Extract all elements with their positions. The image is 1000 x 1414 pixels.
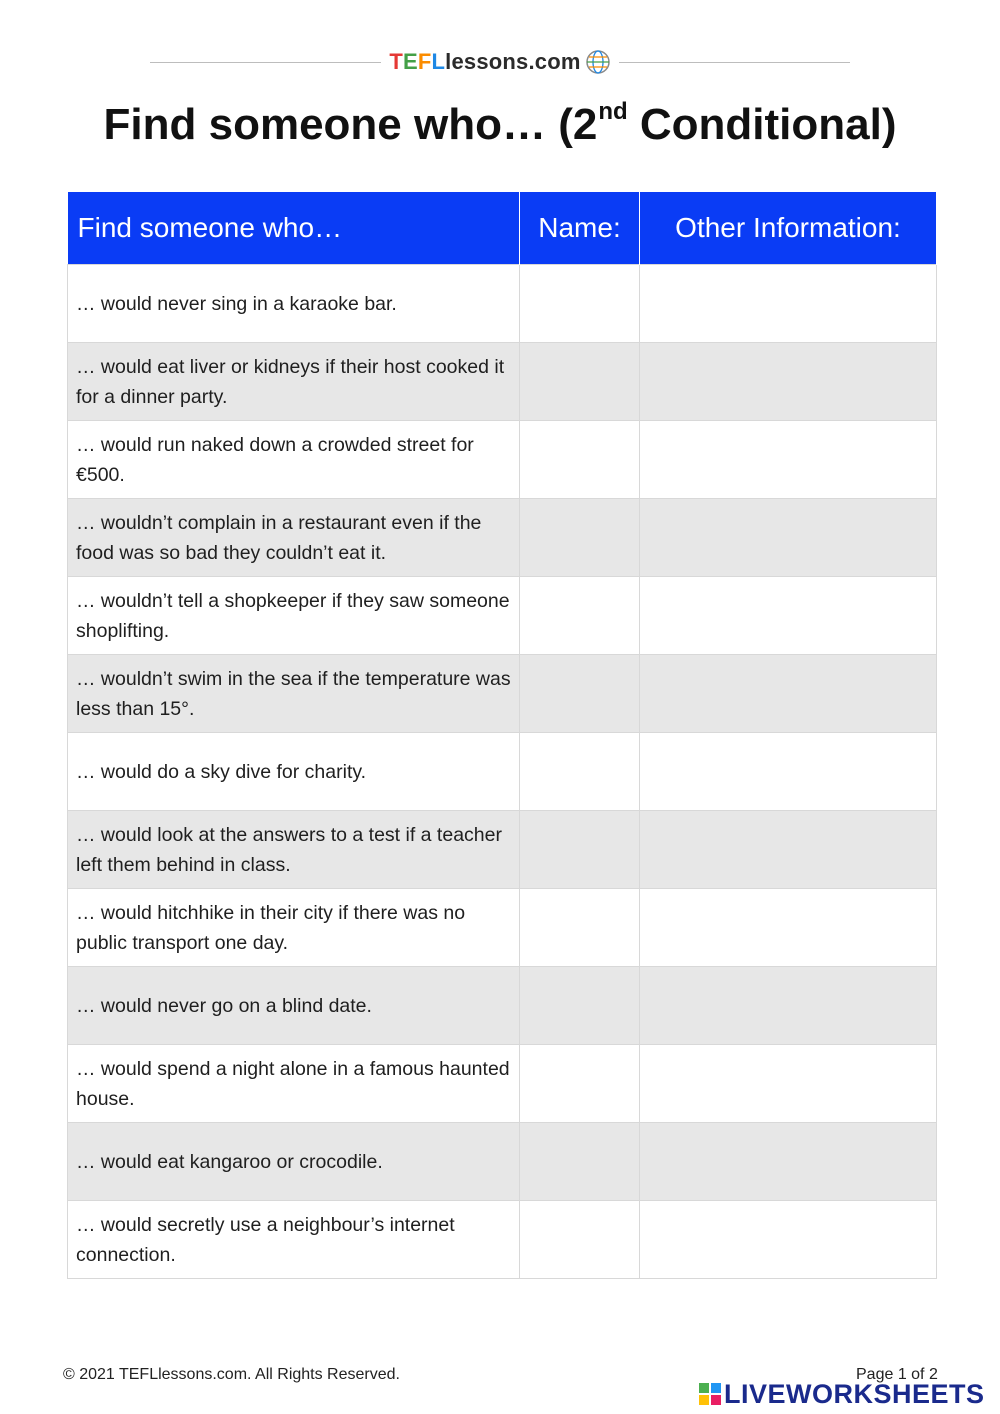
name-cell[interactable] <box>520 343 640 421</box>
other-information-cell[interactable] <box>640 1123 937 1201</box>
other-information-cell[interactable] <box>640 499 937 577</box>
other-information-cell[interactable] <box>640 343 937 421</box>
other-information-cell[interactable] <box>640 811 937 889</box>
table-row <box>68 577 937 655</box>
name-cell[interactable] <box>520 577 640 655</box>
name-cell[interactable] <box>520 733 640 811</box>
statement-cell: … would never go on a blind date. <box>68 967 520 1045</box>
brand-logo: T E F L lessons.com <box>389 49 610 75</box>
name-cell[interactable] <box>520 967 640 1045</box>
statement-cell: … would run naked down a crowded street for €500. <box>68 421 520 499</box>
table-row <box>68 265 937 343</box>
liveworksheets-logo-icon <box>698 1382 722 1406</box>
other-information-cell[interactable] <box>640 733 937 811</box>
name-cell[interactable] <box>520 889 640 967</box>
header-name: Name: <box>520 192 640 265</box>
statement-cell: … would do a sky dive for charity. <box>68 733 520 811</box>
other-information-cell[interactable] <box>640 577 937 655</box>
statement-cell: … would eat kangaroo or crocodile. <box>68 1123 520 1201</box>
other-information-cell[interactable] <box>640 421 937 499</box>
copyright-text: © 2021 TEFLlessons.com. All Rights Reserved. <box>63 1366 400 1383</box>
table-row <box>68 655 937 733</box>
other-information-cell[interactable] <box>640 889 937 967</box>
table-header-row <box>68 192 937 265</box>
other-information-cell[interactable] <box>640 1201 937 1279</box>
statement-cell: … wouldn’t swim in the sea if the temperature was less than 15°. <box>68 655 520 733</box>
name-cell[interactable] <box>520 1123 640 1201</box>
divider-right <box>619 62 850 63</box>
statement-cell: … would hitchhike in their city if there was no public transport one day. <box>68 889 520 967</box>
table-row <box>68 1201 937 1279</box>
statement-cell: … would never sing in a karaoke bar. <box>68 265 520 343</box>
table-row <box>68 889 937 967</box>
liveworksheets-watermark: LIVEWORKSHEETS <box>698 1378 985 1410</box>
name-cell[interactable] <box>520 811 640 889</box>
page-number: Page 1 of 2 <box>856 1366 938 1383</box>
name-cell[interactable] <box>520 1201 640 1279</box>
table-row <box>68 733 937 811</box>
name-cell[interactable] <box>520 265 640 343</box>
find-someone-table <box>67 192 937 1279</box>
statement-cell: … would secretly use a neighbour’s internet connection. <box>68 1201 520 1279</box>
table-row <box>68 499 937 577</box>
other-information-cell[interactable] <box>640 655 937 733</box>
table-row <box>68 343 937 421</box>
statement-cell: … wouldn’t complain in a restaurant even if the food was so bad they couldn’t eat it. <box>68 499 520 577</box>
other-information-cell[interactable] <box>640 265 937 343</box>
statement-cell: … would eat liver or kidneys if their host cooked it for a dinner party. <box>68 343 520 421</box>
header-other-information: Other Information: <box>640 192 937 265</box>
table-row <box>68 967 937 1045</box>
table-row <box>68 1045 937 1123</box>
table-row <box>68 811 937 889</box>
name-cell[interactable] <box>520 421 640 499</box>
divider-left <box>150 62 381 63</box>
name-cell[interactable] <box>520 655 640 733</box>
table-row <box>68 421 937 499</box>
name-cell[interactable] <box>520 1045 640 1123</box>
other-information-cell[interactable] <box>640 1045 937 1123</box>
globe-icon <box>585 49 611 75</box>
statement-cell: … would look at the answers to a test if a teacher left them behind in class. <box>68 811 520 889</box>
page-title: Find someone who… (2nd Conditional) <box>103 98 897 149</box>
statement-cell: … wouldn’t tell a shopkeeper if they saw someone shoplifting. <box>68 577 520 655</box>
table-row <box>68 1123 937 1201</box>
other-information-cell[interactable] <box>640 967 937 1045</box>
header-find-someone: Find someone who… <box>68 192 520 265</box>
statement-cell: … would spend a night alone in a famous haunted house. <box>68 1045 520 1123</box>
brand-header <box>150 44 850 80</box>
name-cell[interactable] <box>520 499 640 577</box>
